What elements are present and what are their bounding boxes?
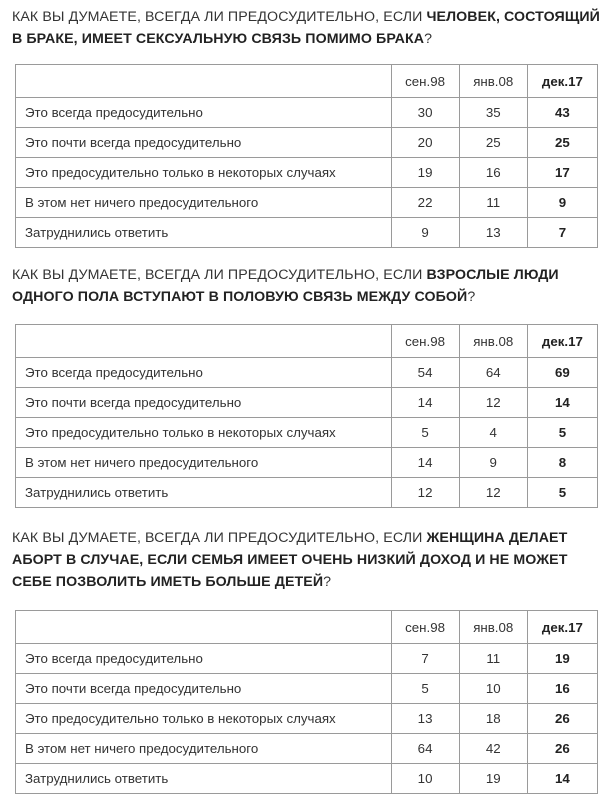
value-jan08: 25	[459, 128, 527, 158]
value-jan08: 13	[459, 218, 527, 248]
row-label: В этом нет ничего предосудительного	[16, 188, 392, 218]
table-row	[16, 418, 598, 448]
value-sep98: 13	[391, 704, 459, 734]
row-label: Это всегда предосудительно	[16, 644, 392, 674]
value-dec17: 43	[527, 98, 597, 128]
value-dec17: 14	[527, 764, 597, 794]
value-jan08: 10	[459, 674, 527, 704]
question-heading: КАК ВЫ ДУМАЕТЕ, ВСЕГДА ЛИ ПРЕДОСУДИТЕЛЬНО, ЕСЛИ ЖЕНЩИНА ДЕЛАЕТ АБОРТ В СЛУЧАЕ, ЕСЛИ СЕМЬЯ ИМЕЕТ ОЧЕНЬ НИЗКИЙ ДОХОД И НЕ МОЖЕТ СЕБЕ ПОЗВОЛИТЬ ИМЕТЬ БОЛЬШЕ ДЕТЕЙ?	[12, 530, 568, 590]
row-label: Это почти всегда предосудительно	[16, 674, 392, 704]
question-emphasis: ЧЕЛОВЕК, СОСТОЯЩИЙ В БРАКЕ, ИМЕЕТ СЕКСУАЛЬНУЮ СВЯЗЬ ПОМИМО БРАКА	[12, 9, 600, 47]
table-row	[16, 388, 598, 418]
value-jan08: 12	[459, 388, 527, 418]
row-label: Это предосудительно только в некоторых случаях	[16, 158, 392, 188]
row-label: Это предосудительно только в некоторых случаях	[16, 704, 392, 734]
header-jan08: янв.08	[459, 611, 527, 644]
value-sep98: 5	[391, 674, 459, 704]
question-heading: КАК ВЫ ДУМАЕТЕ, ВСЕГДА ЛИ ПРЕДОСУДИТЕЛЬНО, ЕСЛИ ЧЕЛОВЕК, СОСТОЯЩИЙ В БРАКЕ, ИМЕЕТ СЕКСУАЛЬНУЮ СВЯЗЬ ПОМИМО БРАКА?	[12, 9, 600, 47]
table-row	[16, 98, 598, 128]
table-row	[16, 764, 598, 794]
value-dec17: 26	[527, 704, 597, 734]
survey-section-abortion	[12, 527, 600, 786]
value-jan08: 35	[459, 98, 527, 128]
table-row	[16, 188, 598, 218]
table-row	[16, 478, 598, 508]
question-emphasis: ВЗРОСЛЫЕ ЛЮДИ ОДНОГО ПОЛА ВСТУПАЮТ В ПОЛОВУЮ СВЯЗЬ МЕЖДУ СОБОЙ	[12, 267, 559, 305]
value-sep98: 10	[391, 764, 459, 794]
value-sep98: 9	[391, 218, 459, 248]
table-row	[16, 734, 598, 764]
value-jan08: 12	[459, 478, 527, 508]
table-row	[16, 218, 598, 248]
header-jan08: янв.08	[459, 65, 527, 98]
table-header-row	[16, 325, 598, 358]
value-dec17: 17	[527, 158, 597, 188]
results-table	[15, 610, 598, 794]
value-dec17: 9	[527, 188, 597, 218]
row-label: Это всегда предосудительно	[16, 358, 392, 388]
row-label: Это почти всегда предосудительно	[16, 128, 392, 158]
survey-section-same-sex	[12, 264, 600, 500]
row-label: Затруднились ответить	[16, 764, 392, 794]
table-row	[16, 128, 598, 158]
survey-section-adultery	[12, 6, 600, 240]
value-dec17: 5	[527, 418, 597, 448]
value-sep98: 19	[391, 158, 459, 188]
value-jan08: 9	[459, 448, 527, 478]
row-label: В этом нет ничего предосудительного	[16, 734, 392, 764]
value-dec17: 8	[527, 448, 597, 478]
value-sep98: 7	[391, 644, 459, 674]
row-label: Это всегда предосудительно	[16, 98, 392, 128]
header-sep98: сен.98	[391, 325, 459, 358]
value-sep98: 20	[391, 128, 459, 158]
row-label: В этом нет ничего предосудительного	[16, 448, 392, 478]
value-sep98: 30	[391, 98, 459, 128]
table-header-row	[16, 611, 598, 644]
value-sep98: 14	[391, 448, 459, 478]
header-sep98: сен.98	[391, 65, 459, 98]
table-row	[16, 158, 598, 188]
value-dec17: 14	[527, 388, 597, 418]
value-sep98: 22	[391, 188, 459, 218]
value-jan08: 18	[459, 704, 527, 734]
value-dec17: 19	[527, 644, 597, 674]
value-jan08: 42	[459, 734, 527, 764]
value-jan08: 11	[459, 644, 527, 674]
value-jan08: 19	[459, 764, 527, 794]
row-label: Это предосудительно только в некоторых случаях	[16, 418, 392, 448]
row-label: Затруднились ответить	[16, 218, 392, 248]
value-sep98: 12	[391, 478, 459, 508]
value-dec17: 26	[527, 734, 597, 764]
question-emphasis: ЖЕНЩИНА ДЕЛАЕТ АБОРТ В СЛУЧАЕ, ЕСЛИ СЕМЬЯ ИМЕЕТ ОЧЕНЬ НИЗКИЙ ДОХОД И НЕ МОЖЕТ СЕБЕ ПОЗВОЛИТЬ ИМЕТЬ БОЛЬШЕ ДЕТЕЙ	[12, 530, 568, 590]
value-jan08: 16	[459, 158, 527, 188]
value-dec17: 69	[527, 358, 597, 388]
header-dec17: дек.17	[527, 325, 597, 358]
header-dec17: дек.17	[527, 65, 597, 98]
value-sep98: 14	[391, 388, 459, 418]
value-sep98: 5	[391, 418, 459, 448]
header-label-cell	[16, 65, 392, 98]
value-dec17: 5	[527, 478, 597, 508]
question-heading: КАК ВЫ ДУМАЕТЕ, ВСЕГДА ЛИ ПРЕДОСУДИТЕЛЬНО, ЕСЛИ ВЗРОСЛЫЕ ЛЮДИ ОДНОГО ПОЛА ВСТУПАЮТ В ПОЛОВУЮ СВЯЗЬ МЕЖДУ СОБОЙ?	[12, 267, 559, 305]
results-table	[15, 64, 598, 248]
row-label: Это почти всегда предосудительно	[16, 388, 392, 418]
row-label: Затруднились ответить	[16, 478, 392, 508]
table-row	[16, 644, 598, 674]
results-table	[15, 324, 598, 508]
value-sep98: 64	[391, 734, 459, 764]
table-header-row	[16, 65, 598, 98]
header-jan08: янв.08	[459, 325, 527, 358]
value-dec17: 7	[527, 218, 597, 248]
header-sep98: сен.98	[391, 611, 459, 644]
value-sep98: 54	[391, 358, 459, 388]
value-jan08: 11	[459, 188, 527, 218]
table-row	[16, 674, 598, 704]
value-jan08: 4	[459, 418, 527, 448]
value-jan08: 64	[459, 358, 527, 388]
table-row	[16, 704, 598, 734]
value-dec17: 16	[527, 674, 597, 704]
value-dec17: 25	[527, 128, 597, 158]
header-dec17: дек.17	[527, 611, 597, 644]
table-row	[16, 358, 598, 388]
table-row	[16, 448, 598, 478]
header-label-cell	[16, 611, 392, 644]
header-label-cell	[16, 325, 392, 358]
